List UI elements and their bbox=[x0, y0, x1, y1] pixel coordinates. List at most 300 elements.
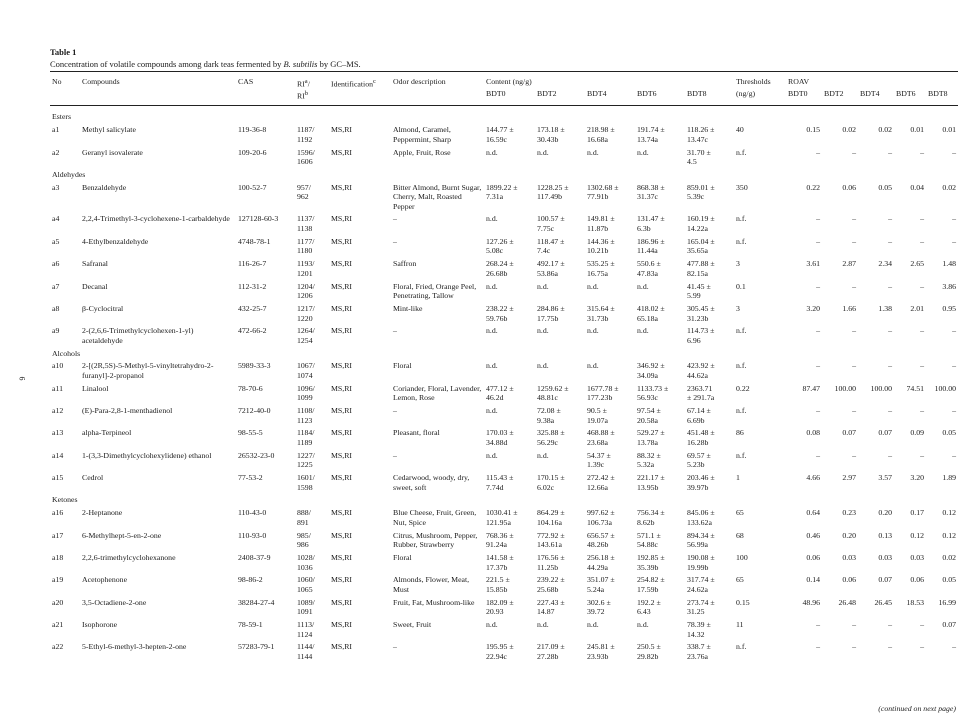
table-row bbox=[50, 278, 958, 300]
content-value: n.d. bbox=[486, 450, 498, 460]
roav-value: 0.20 bbox=[842, 530, 857, 540]
cas-number: 472-66-2 bbox=[238, 326, 267, 336]
cas-number: 2408-37-9 bbox=[238, 552, 271, 562]
compound-name: β-Cyclocitral bbox=[82, 303, 124, 313]
row-no: a1 bbox=[52, 125, 60, 135]
content-value: 302.6 ± 39.72 bbox=[587, 597, 611, 617]
table-row bbox=[50, 256, 958, 278]
content-value: 190.08 ± 19.99b bbox=[687, 552, 715, 572]
roav-value: 2.65 bbox=[910, 259, 925, 269]
content-value: 772.92 ± 143.61a bbox=[537, 530, 565, 550]
content-value: 218.98 ± 16.68a bbox=[587, 125, 615, 144]
content-value: n.d. bbox=[587, 620, 599, 630]
roav-value: 0.12 bbox=[910, 530, 925, 540]
content-value: 1899.22 ± 7.31a bbox=[486, 182, 518, 202]
retention-index: 1264/ 1254 bbox=[297, 326, 315, 345]
identification: MS,RI bbox=[331, 428, 353, 438]
content-value: 118.47 ± 7.4c bbox=[537, 236, 565, 256]
table-row bbox=[50, 448, 958, 470]
content-value: 170.15 ± 6.02c bbox=[537, 473, 565, 492]
roav-value: 1.48 bbox=[942, 259, 957, 269]
odor-description: Coriander, Floral, Lavender, Lemon, Rose bbox=[393, 383, 482, 403]
roav-value: – bbox=[888, 406, 893, 416]
table-row bbox=[50, 234, 958, 256]
roav-value: – bbox=[852, 147, 857, 157]
compound-name: Linalool bbox=[82, 383, 109, 393]
roav-value: 3.20 bbox=[910, 473, 925, 483]
row-no: a2 bbox=[52, 147, 60, 157]
table-row bbox=[50, 358, 958, 380]
row-no: a15 bbox=[52, 473, 64, 483]
content-value: 144.77 ± 16.59c bbox=[486, 125, 514, 144]
roav-value: 18.53 bbox=[906, 597, 925, 607]
roav-value: 0.03 bbox=[910, 552, 925, 562]
roav-value: 0.05 bbox=[942, 428, 957, 438]
compound-name: 2-Heptanone bbox=[82, 508, 123, 518]
roav-value: 16.99 bbox=[938, 597, 957, 607]
table-row bbox=[50, 550, 958, 572]
odor-description: Almonds, Flower, Meat, Must bbox=[393, 575, 470, 594]
retention-index: 1137/ 1138 bbox=[297, 214, 315, 234]
roav-value: 26.48 bbox=[838, 597, 857, 607]
roav-value: 1.38 bbox=[878, 303, 893, 313]
table-row bbox=[50, 323, 958, 345]
identification: MS,RI bbox=[331, 530, 353, 540]
threshold-value: 100 bbox=[736, 552, 748, 562]
roav-value: – bbox=[920, 236, 925, 246]
roav-value: – bbox=[888, 642, 893, 652]
content-value: 859.01 ± 5.39c bbox=[687, 182, 715, 202]
header-compounds: Compounds bbox=[80, 72, 236, 90]
content-value: 192.85 ± 35.39b bbox=[637, 552, 665, 572]
roav-value: – bbox=[816, 236, 821, 246]
content-value: 273.74 ± 31.25 bbox=[687, 597, 715, 617]
content-value: n.d. bbox=[486, 406, 498, 416]
content-value: 67.14 ± 6.69b bbox=[687, 406, 711, 425]
content-value: 100.57 ± 7.75c bbox=[537, 214, 565, 234]
roav-value: – bbox=[952, 236, 957, 246]
roav-value: – bbox=[920, 642, 925, 652]
group-row bbox=[50, 167, 958, 180]
roav-value: 0.02 bbox=[842, 125, 857, 135]
content-value: 170.03 ± 34.88d bbox=[486, 428, 514, 448]
identification: MS,RI bbox=[331, 508, 353, 518]
row-no: a5 bbox=[52, 236, 60, 246]
row-no: a22 bbox=[52, 642, 64, 652]
content-value: 1133.73 ± 56.93c bbox=[637, 383, 669, 403]
compound-name: Isophorone bbox=[82, 620, 118, 630]
compound-name: 3,5-Octadiene-2-one bbox=[82, 597, 147, 607]
header-roav-sub: BDT2 bbox=[822, 89, 858, 106]
odor-description: Almond, Caramel, Peppermint, Sharp bbox=[393, 125, 452, 144]
retention-index: 1227/ 1225 bbox=[297, 450, 315, 470]
retention-index: 1113/ 1124 bbox=[297, 620, 315, 639]
content-value: 217.09 ± 27.28b bbox=[537, 642, 565, 661]
content-value: 272.42 ± 12.66a bbox=[587, 473, 615, 492]
roav-value: 0.12 bbox=[942, 508, 957, 518]
content-value: 245.81 ± 23.93b bbox=[587, 642, 615, 661]
roav-value: 2.34 bbox=[878, 259, 893, 269]
row-no: a20 bbox=[52, 597, 64, 607]
odor-description: – bbox=[393, 236, 397, 246]
content-value: 325.88 ± 56.29c bbox=[537, 428, 565, 448]
content-value: 160.19 ± 14.22a bbox=[687, 214, 715, 234]
content-value: 317.74 ± 24.62a bbox=[687, 575, 715, 594]
cas-number: 7212-40-0 bbox=[238, 406, 271, 416]
roav-value: – bbox=[952, 642, 957, 652]
header-content: Content (ng/g) bbox=[484, 72, 734, 90]
row-no: a11 bbox=[52, 383, 63, 393]
roav-value: – bbox=[852, 236, 857, 246]
roav-value: – bbox=[852, 642, 857, 652]
identification: MS,RI bbox=[331, 473, 353, 483]
retention-index: 1177/ 1180 bbox=[297, 236, 315, 256]
content-value: 477.12 ± 46.2d bbox=[486, 383, 514, 403]
compound-name: Methyl salicylate bbox=[82, 125, 136, 135]
header-roav-sub: BDT4 bbox=[858, 89, 894, 106]
odor-description: Pleasant, floral bbox=[393, 428, 440, 438]
odor-description: – bbox=[393, 326, 397, 336]
content-value: 149.81 ± 11.87b bbox=[587, 214, 615, 234]
roav-value: 0.95 bbox=[942, 303, 957, 313]
roav-value: – bbox=[816, 281, 821, 291]
content-value: 305.45 ± 31.23b bbox=[687, 303, 715, 323]
content-value: 176.56 ± 11.25b bbox=[537, 552, 565, 572]
content-value: n.d. bbox=[486, 620, 498, 630]
roav-value: 48.96 bbox=[802, 597, 821, 607]
content-value: 203.46 ± 39.97b bbox=[687, 473, 715, 492]
row-no: a19 bbox=[52, 575, 64, 585]
roav-value: 0.46 bbox=[806, 530, 821, 540]
cas-number: 4748-78-1 bbox=[238, 236, 271, 246]
roav-value: 0.03 bbox=[842, 552, 857, 562]
roav-value: – bbox=[952, 361, 957, 371]
roav-value: 0.01 bbox=[942, 125, 957, 135]
cas-number: 5989-33-3 bbox=[238, 361, 271, 371]
content-value: 284.86 ± 17.75b bbox=[537, 303, 565, 323]
row-no: a21 bbox=[52, 620, 64, 630]
content-value: 997.62 ± 106.73a bbox=[587, 508, 615, 527]
roav-value: – bbox=[888, 450, 893, 460]
roav-value: 0.13 bbox=[878, 530, 893, 540]
retention-index: 1596/ 1606 bbox=[297, 147, 315, 167]
header-content-sub: BDT4 bbox=[585, 89, 635, 106]
roav-value: – bbox=[852, 406, 857, 416]
roav-value: 4.66 bbox=[806, 473, 821, 483]
content-value: 88.32 ± 5.32a bbox=[637, 450, 661, 470]
content-value: n.d. bbox=[537, 281, 549, 291]
compound-name: 2-(2,6,6-Trimethylcyclohexen-1-yl) acetaldehyde bbox=[82, 326, 194, 345]
roav-value: 0.02 bbox=[942, 552, 957, 562]
identification: MS,RI bbox=[331, 214, 353, 224]
header-roav-sub: BDT6 bbox=[894, 89, 926, 106]
content-value: n.d. bbox=[587, 281, 599, 291]
row-no: a4 bbox=[52, 214, 60, 224]
roav-value: – bbox=[852, 620, 857, 630]
retention-index: 1108/ 1123 bbox=[297, 406, 315, 425]
content-value: 238.22 ± 59.76b bbox=[486, 303, 514, 323]
compound-name: Acetophenone bbox=[82, 575, 128, 585]
identification: MS,RI bbox=[331, 259, 353, 269]
content-value: 31.70 ± 4.5 bbox=[687, 147, 711, 167]
table-title: Concentration of volatile compounds among dark teas fermented by B. subtilis by GC–MS. bbox=[50, 59, 361, 69]
content-value: n.d. bbox=[486, 214, 498, 224]
threshold-value: 3 bbox=[736, 259, 740, 269]
row-no: a12 bbox=[52, 406, 64, 416]
retention-index: 1096/ 1099 bbox=[297, 383, 315, 403]
odor-description: Citrus, Mushroom, Pepper, Rubber, Strawberry bbox=[393, 530, 478, 550]
cas-number: 26532-23-0 bbox=[238, 450, 275, 460]
roav-value: – bbox=[888, 361, 893, 371]
retention-index: 957/ 962 bbox=[297, 182, 311, 202]
roav-value: 0.06 bbox=[806, 552, 821, 562]
roav-value: 0.06 bbox=[910, 575, 925, 585]
roav-value: 0.02 bbox=[878, 125, 893, 135]
retention-index: 1217/ 1220 bbox=[297, 303, 315, 323]
identification: MS,RI bbox=[331, 450, 353, 460]
roav-value: – bbox=[920, 147, 925, 157]
content-value: 69.57 ± 5.23b bbox=[687, 450, 711, 470]
identification: MS,RI bbox=[331, 326, 353, 336]
roav-value: – bbox=[920, 620, 925, 630]
threshold-value: 0.22 bbox=[736, 383, 750, 393]
content-value: 477.88 ± 82.15a bbox=[687, 259, 715, 278]
row-no: a16 bbox=[52, 508, 64, 518]
roav-value: – bbox=[816, 620, 821, 630]
content-value: 114.73 ± 6.96 bbox=[687, 326, 715, 345]
roav-value: 0.05 bbox=[878, 182, 893, 192]
header-content-sub: BDT0 bbox=[484, 89, 535, 106]
table-row bbox=[50, 403, 958, 425]
content-value: 182.09 ± 20.93 bbox=[486, 597, 514, 617]
roav-value: 3.61 bbox=[806, 259, 821, 269]
roav-value: 0.01 bbox=[910, 125, 925, 135]
threshold-value: 350 bbox=[736, 182, 748, 192]
content-value: n.d. bbox=[537, 361, 549, 371]
cas-number: 110-93-0 bbox=[238, 530, 267, 540]
content-value: 221.17 ± 13.95b bbox=[637, 473, 665, 492]
roav-value: – bbox=[888, 147, 893, 157]
content-value: 115.43 ± 7.74d bbox=[486, 473, 514, 492]
content-value: n.d. bbox=[486, 147, 498, 157]
page-number: 6 bbox=[17, 376, 27, 381]
threshold-value: n.f. bbox=[736, 406, 747, 416]
table-row bbox=[50, 617, 958, 639]
roav-value: – bbox=[888, 214, 893, 224]
content-value: 144.36 ± 10.21b bbox=[587, 236, 615, 256]
content-value: 78.39 ± 14.32 bbox=[687, 620, 711, 639]
retention-index: 1187/ 1192 bbox=[297, 125, 315, 144]
roav-value: 0.07 bbox=[878, 428, 893, 438]
content-value: 864.29 ± 104.16a bbox=[537, 508, 565, 527]
roav-value: 100.00 bbox=[870, 383, 893, 393]
table-body bbox=[50, 106, 958, 662]
table-caption bbox=[50, 46, 361, 70]
threshold-value: 1 bbox=[736, 473, 740, 483]
roav-value: 0.06 bbox=[842, 182, 857, 192]
header-content-sub: BDT6 bbox=[635, 89, 685, 106]
roav-value: – bbox=[852, 450, 857, 460]
threshold-value: 65 bbox=[736, 575, 744, 585]
compound-name: 2-[(2R,5S)-5-Methyl-5-vinyltetrahydro-2-furanyl]-2-propanol bbox=[82, 361, 214, 380]
roav-value: 0.20 bbox=[878, 508, 893, 518]
roav-value: 1.66 bbox=[842, 303, 857, 313]
header-odor: Odor description bbox=[391, 72, 484, 90]
compound-name: Benzaldehyde bbox=[82, 182, 127, 192]
roav-value: 0.22 bbox=[806, 182, 821, 192]
header-thresholds-unit: (ng/g) bbox=[734, 89, 786, 106]
roav-value: 1.89 bbox=[942, 473, 957, 483]
row-no: a9 bbox=[52, 326, 60, 336]
odor-description: Apple, Fruit, Rose bbox=[393, 147, 451, 157]
threshold-value: n.f. bbox=[736, 361, 747, 371]
roav-value: 3.57 bbox=[878, 473, 893, 483]
content-value: 550.6 ± 47.83a bbox=[637, 259, 661, 278]
identification: MS,RI bbox=[331, 642, 353, 652]
cas-number: 100-52-7 bbox=[238, 182, 267, 192]
header-ri-b: $RI^b$ bbox=[295, 89, 329, 106]
content-value: 186.96 ± 11.44a bbox=[637, 236, 665, 256]
roav-value: 0.03 bbox=[878, 552, 893, 562]
compound-name: 2,2,6-trimethylcyclohexanone bbox=[82, 552, 176, 562]
roav-value: 0.64 bbox=[806, 508, 821, 518]
cas-number: 109-20-6 bbox=[238, 147, 267, 157]
odor-description: – bbox=[393, 642, 397, 652]
content-value: 97.54 ± 20.58a bbox=[637, 406, 661, 425]
cas-number: 127128-60-3 bbox=[238, 214, 279, 224]
content-value: 118.26 ± 13.47c bbox=[687, 125, 715, 144]
roav-value: – bbox=[816, 642, 821, 652]
row-no: a14 bbox=[52, 450, 64, 460]
content-value: n.d. bbox=[637, 620, 649, 630]
content-value: 423.92 ± 44.62a bbox=[687, 361, 715, 380]
group-row bbox=[50, 106, 958, 122]
content-value: 250.5 ± 29.82b bbox=[637, 642, 661, 661]
roav-value: – bbox=[816, 406, 821, 416]
threshold-value: n.f. bbox=[736, 147, 747, 157]
content-value: 468.88 ± 23.68a bbox=[587, 428, 615, 448]
table-row bbox=[50, 144, 958, 166]
cas-number: 112-31-2 bbox=[238, 281, 267, 291]
roav-value: 0.06 bbox=[842, 575, 857, 585]
retention-index: 1060/ 1065 bbox=[297, 575, 315, 594]
threshold-value: n.f. bbox=[736, 236, 747, 246]
compound-name: Geranyl isovalerate bbox=[82, 147, 143, 157]
threshold-value: n.f. bbox=[736, 450, 747, 460]
header-roav: ROAV bbox=[786, 72, 822, 90]
roav-value: 0.02 bbox=[942, 182, 957, 192]
identification: MS,RI bbox=[331, 303, 353, 313]
threshold-value: n.f. bbox=[736, 214, 747, 224]
compound-name: 1-(3,3-Dimethylcyclohexylidene) ethanol bbox=[82, 450, 212, 460]
odor-description: Saffron bbox=[393, 259, 417, 269]
retention-index: 1204/ 1206 bbox=[297, 281, 315, 301]
content-value: 351.07 ± 5.24a bbox=[587, 575, 615, 594]
threshold-value: 65 bbox=[736, 508, 744, 518]
content-value: n.d. bbox=[537, 326, 549, 336]
identification: MS,RI bbox=[331, 147, 353, 157]
cas-number: 432-25-7 bbox=[238, 303, 267, 313]
content-value: 768.36 ± 91.24a bbox=[486, 530, 514, 550]
header-no: No bbox=[50, 72, 80, 90]
content-value: 338.7 ± 23.76a bbox=[687, 642, 711, 661]
content-value: 1030.41 ± 121.95a bbox=[486, 508, 518, 527]
odor-description: – bbox=[393, 450, 397, 460]
continued-note: (continued on next page) bbox=[878, 704, 956, 713]
roav-value: – bbox=[852, 361, 857, 371]
content-value: 54.37 ± 1.39c bbox=[587, 450, 611, 470]
table-header bbox=[50, 72, 958, 106]
odor-description: Floral bbox=[393, 361, 412, 371]
roav-value: – bbox=[816, 214, 821, 224]
content-value: 1228.25 ± 117.49b bbox=[537, 182, 569, 202]
row-no: a8 bbox=[52, 303, 60, 313]
roav-value: 74.51 bbox=[906, 383, 925, 393]
threshold-value: n.f. bbox=[736, 642, 747, 652]
table-row bbox=[50, 639, 958, 661]
identification: MS,RI bbox=[331, 620, 353, 630]
group-label: Aldehydes bbox=[52, 169, 86, 179]
content-value: n.d. bbox=[486, 281, 498, 291]
content-value: 571.1 ± 54.88c bbox=[637, 530, 661, 550]
cas-number: 57283-79-1 bbox=[238, 642, 275, 652]
roav-value: 0.17 bbox=[910, 508, 925, 518]
roav-value: 3.86 bbox=[942, 281, 957, 291]
content-value: 127.26 ± 5.08c bbox=[486, 236, 514, 256]
roav-value: 100.00 bbox=[934, 383, 957, 393]
roav-value: – bbox=[888, 326, 893, 336]
roav-value: – bbox=[888, 236, 893, 246]
odor-description: – bbox=[393, 406, 397, 416]
content-value: 72.08 ± 9.38a bbox=[537, 406, 561, 425]
roav-value: – bbox=[920, 450, 925, 460]
content-value: 256.18 ± 44.29a bbox=[587, 552, 615, 572]
row-no: a3 bbox=[52, 182, 60, 192]
roav-value: – bbox=[920, 361, 925, 371]
roav-value: 3.20 bbox=[806, 303, 821, 313]
content-value: 1302.68 ± 77.91b bbox=[587, 182, 619, 202]
content-value: n.d. bbox=[637, 147, 649, 157]
roav-value: – bbox=[920, 326, 925, 336]
content-value: n.d. bbox=[486, 361, 498, 371]
compound-name: 6-Methylhept-5-en-2-one bbox=[82, 530, 162, 540]
content-value: 191.74 ± 13.74a bbox=[637, 125, 665, 144]
roav-value: 26.45 bbox=[874, 597, 893, 607]
identification: MS,RI bbox=[331, 597, 353, 607]
content-value: n.d. bbox=[486, 326, 498, 336]
roav-value: 0.12 bbox=[942, 530, 957, 540]
compound-name: Cedrol bbox=[82, 473, 104, 483]
table-row bbox=[50, 179, 958, 211]
content-value: n.d. bbox=[587, 361, 599, 371]
identification: MS,RI bbox=[331, 182, 353, 192]
row-no: a6 bbox=[52, 259, 60, 269]
roav-value: – bbox=[888, 620, 893, 630]
roav-value: 0.23 bbox=[842, 508, 857, 518]
cas-number: 78-70-6 bbox=[238, 383, 263, 393]
row-no: a17 bbox=[52, 530, 64, 540]
identification: MS,RI bbox=[331, 406, 353, 416]
threshold-value: 40 bbox=[736, 125, 744, 135]
row-no: a18 bbox=[52, 552, 64, 562]
roav-value: 0.04 bbox=[910, 182, 925, 192]
content-value: 492.17 ± 53.86a bbox=[537, 259, 565, 278]
roav-value: 0.07 bbox=[842, 428, 857, 438]
odor-description: – bbox=[393, 214, 397, 224]
table-row bbox=[50, 470, 958, 492]
content-value: n.d. bbox=[537, 620, 549, 630]
roav-value: 2.87 bbox=[842, 259, 857, 269]
